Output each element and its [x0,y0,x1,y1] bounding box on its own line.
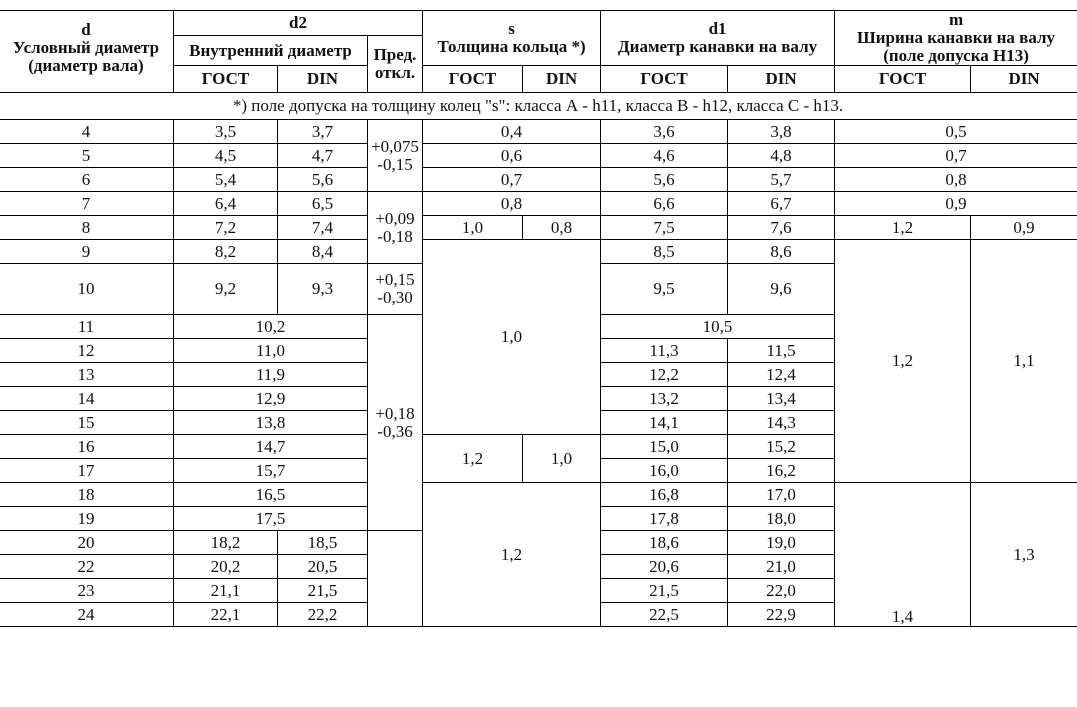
cell-d1-gost: 12,2 [601,363,728,387]
cell-d: 15 [0,411,174,435]
cell-d1-din: 18,0 [728,507,835,531]
cell-d1-gost: 4,6 [601,144,728,168]
header-s-title: Толщина кольца *) [437,37,586,56]
header-s-symbol: s [508,19,515,38]
header-d1-title: Диаметр канавки на валу [617,37,818,56]
cell-m: 0,8 [835,168,1077,192]
tolerance-lower: -0,30 [377,288,413,307]
cell-d1-din: 8,6 [728,240,835,264]
header-d-symbol: d [81,19,91,39]
data-table [0,10,1077,627]
header-d1-din: DIN [728,66,835,93]
cell-d1-gost: 6,6 [601,192,728,216]
cell-d2-merged: 13,8 [174,411,368,435]
cell-tolerance [368,192,423,264]
cell-d2-merged: 16,5 [174,483,368,507]
header-d1 [601,11,835,66]
cell-d2-merged: 11,0 [174,339,368,363]
cell-d1-din: 16,2 [728,459,835,483]
header-m-gost: ГОСТ [835,66,971,93]
cell-d: 5 [0,144,174,168]
cell-d2-din: 7,4 [278,216,368,240]
cell-d2-merged: 11,9 [174,363,368,387]
cell-d2-gost: 22,1 [174,603,278,627]
cell-d2-gost: 4,5 [174,144,278,168]
cell-d1-gost: 21,5 [601,579,728,603]
table-row [0,144,1077,168]
cell-d2-din: 4,7 [278,144,368,168]
cell-d1-din: 4,8 [728,144,835,168]
cell-d1-gost: 16,8 [601,483,728,507]
cell-d1-din: 11,5 [728,339,835,363]
tolerance-upper: +0,18 [375,403,415,423]
cell-s-gost-merged: 1,2 [423,435,523,483]
cell-d: 17 [0,459,174,483]
cell-m-din: 0,9 [971,216,1077,240]
cell-s-merged: 1,0 [423,240,601,435]
header-d2-title: Внутренний диаметр [174,36,368,66]
cell-d1-din: 6,7 [728,192,835,216]
header-d2-gost: ГОСТ [174,66,278,93]
table-row [0,240,1077,264]
header-d2-tol-line1: Пред. [373,45,417,64]
cell-d2-din: 5,6 [278,168,368,192]
cell-d1-gost: 11,3 [601,339,728,363]
cell-d2-din: 8,4 [278,240,368,264]
header-d2-symbol: d2 [174,11,423,36]
header-d2-din: DIN [278,66,368,93]
cell-d: 23 [0,579,174,603]
cell-d2-din: 18,5 [278,531,368,555]
cell-m-din-merged: 1,1 [971,240,1077,483]
cell-tolerance [368,120,423,192]
table-row [0,483,1077,507]
tolerance-upper: +0,15 [375,270,415,289]
cell-m: 0,7 [835,144,1077,168]
cell-d1-din: 12,4 [728,363,835,387]
cell-s-din: 0,8 [523,216,601,240]
cell-d2-gost: 18,2 [174,531,278,555]
cell-d: 9 [0,240,174,264]
header-d1-gost: ГОСТ [601,66,728,93]
cell-d2-merged: 14,7 [174,435,368,459]
header-m-title: Ширина канавки на валу [857,28,1056,47]
header-d2-tol-line2: откл. [374,63,416,82]
cell-m: 0,5 [835,120,1077,144]
cell-d1-din: 3,8 [728,120,835,144]
cell-d: 24 [0,603,174,627]
tolerance-upper: +0,075 [371,136,419,156]
cell-d1-din: 22,9 [728,603,835,627]
header-d-title: Условный диаметр [12,37,160,57]
cell-d1-din: 19,0 [728,531,835,555]
header-m [835,11,1077,66]
cell-d1-din: 13,4 [728,387,835,411]
cell-d: 11 [0,315,174,339]
cell-m-gost-merged: 1,4 [835,483,971,627]
cell-d2-merged: 12,9 [174,387,368,411]
cell-d2-merged: 15,7 [174,459,368,483]
cell-d: 16 [0,435,174,459]
cell-d1-din: 15,2 [728,435,835,459]
tolerance-upper: +0,09 [375,208,415,228]
cell-d1-gost: 17,8 [601,507,728,531]
header-d-subtitle: (диаметр вала) [28,55,144,75]
cell-d2-din: 21,5 [278,579,368,603]
cell-d: 19 [0,507,174,531]
cell-d2-din: 3,7 [278,120,368,144]
tolerance-lower: -0,15 [377,154,413,174]
cell-d2-din: 6,5 [278,192,368,216]
cell-d1-gost: 3,6 [601,120,728,144]
cell-d1-gost: 14,1 [601,411,728,435]
cell-d1-gost: 9,5 [601,264,728,315]
cell-d: 6 [0,168,174,192]
header-d [0,11,174,93]
table-row [0,192,1077,216]
table-row [0,216,1077,240]
cell-d1-gost: 22,5 [601,603,728,627]
cell-tolerance-empty [368,531,423,627]
cell-d1-din: 7,6 [728,216,835,240]
cell-tolerance [368,264,423,315]
header-d2-tolerance [368,36,423,93]
cell-s: 0,7 [423,168,601,192]
cell-s: 0,8 [423,192,601,216]
cell-d2-merged: 17,5 [174,507,368,531]
cell-d1-gost: 16,0 [601,459,728,483]
header-s-gost: ГОСТ [423,66,523,93]
cell-d2-din: 22,2 [278,603,368,627]
header-s [423,11,601,66]
cell-m-gost: 1,2 [835,216,971,240]
cell-d: 12 [0,339,174,363]
table-row [0,168,1077,192]
cell-d1-din: 14,3 [728,411,835,435]
cell-d2-merged: 10,2 [174,315,368,339]
cell-s: 0,6 [423,144,601,168]
cell-s-din-merged: 1,0 [523,435,601,483]
cell-d: 14 [0,387,174,411]
cell-d1-din: 9,6 [728,264,835,315]
cell-m-din-merged: 1,3 [971,483,1077,627]
cell-d1-din: 21,0 [728,555,835,579]
cell-d2-gost: 20,2 [174,555,278,579]
cell-tolerance [368,315,423,531]
cell-d1-gost: 13,2 [601,387,728,411]
cell-d: 18 [0,483,174,507]
cell-d1-gost: 20,6 [601,555,728,579]
header-s-din: DIN [523,66,601,93]
cell-d2-gost: 7,2 [174,216,278,240]
tolerance-lower: -0,18 [377,226,413,246]
cell-s: 0,4 [423,120,601,144]
cell-d1-gost: 15,0 [601,435,728,459]
cell-d2-gost: 21,1 [174,579,278,603]
cell-d1-din: 5,7 [728,168,835,192]
cell-d1-gost: 18,6 [601,531,728,555]
cell-d2-gost: 5,4 [174,168,278,192]
cell-d: 8 [0,216,174,240]
cell-d1-gost: 5,6 [601,168,728,192]
tolerance-lower: -0,36 [377,421,413,441]
cell-d: 20 [0,531,174,555]
cell-s-gost: 1,0 [423,216,523,240]
cell-d1-gost: 7,5 [601,216,728,240]
cell-m-gost-merged: 1,2 [835,240,971,483]
cell-d: 13 [0,363,174,387]
header-m-subtitle: (поле допуска H13) [883,46,1029,65]
header-m-din: DIN [971,66,1077,93]
cell-d2-gost: 8,2 [174,240,278,264]
cell-d2-gost: 3,5 [174,120,278,144]
header-d1-symbol: d1 [708,19,727,38]
cell-d: 4 [0,120,174,144]
cell-d: 22 [0,555,174,579]
cell-d2-gost: 6,4 [174,192,278,216]
cell-d2-din: 20,5 [278,555,368,579]
cell-d1-gost: 8,5 [601,240,728,264]
tolerance-note: *) поле допуска на толщину колец "s": класса А - h11, класса В - h12, класса С - h13. [0,93,1077,120]
cell-d2-gost: 9,2 [174,264,278,315]
header-m-symbol: m [948,10,964,29]
cell-d1-din: 22,0 [728,579,835,603]
cell-m: 0,9 [835,192,1077,216]
cell-d: 10 [0,264,174,315]
cell-d: 7 [0,192,174,216]
table-row [0,120,1077,144]
cell-d1-din: 17,0 [728,483,835,507]
cell-d1-merged: 10,5 [601,315,835,339]
cell-d2-din: 9,3 [278,264,368,315]
cell-s-merged: 1,2 [423,483,601,627]
